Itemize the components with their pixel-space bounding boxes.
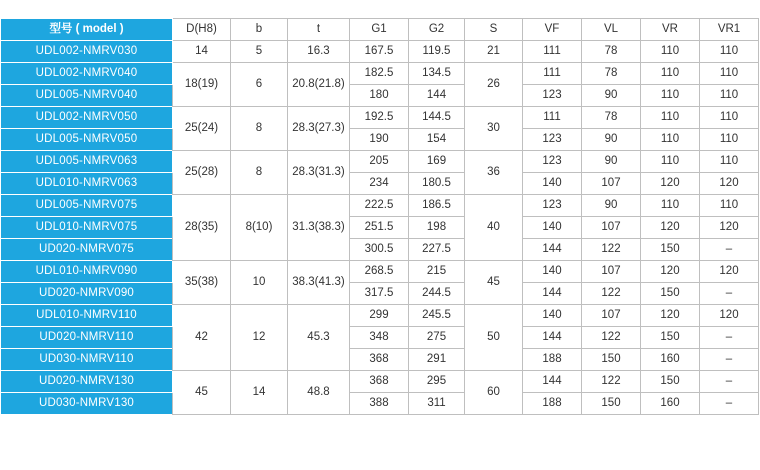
vr1-cell: 110: [700, 195, 759, 217]
vr1-cell: 110: [700, 151, 759, 173]
vr-cell: 110: [641, 85, 700, 107]
s-cell: 36: [465, 151, 523, 195]
table-row: [1, 195, 759, 217]
spec-table-body: [1, 41, 759, 415]
b-cell: 5: [231, 41, 288, 63]
g1-cell: 192.5: [350, 107, 409, 129]
model-cell: UD020-NMRV130: [1, 371, 173, 393]
model-cell: UD030-NMRV110: [1, 349, 173, 371]
header-g1: G1: [350, 19, 409, 41]
model-cell: UDL010-NMRV075: [1, 217, 173, 239]
vf-cell: 123: [523, 85, 582, 107]
model-cell: UDL002-NMRV040: [1, 63, 173, 85]
vr1-cell: 110: [700, 85, 759, 107]
g1-cell: 368: [350, 349, 409, 371]
d-cell: 28(35): [173, 195, 231, 261]
b-cell: 8: [231, 151, 288, 195]
model-cell: UDL005-NMRV063: [1, 151, 173, 173]
vf-cell: 144: [523, 283, 582, 305]
g2-cell: 295: [409, 371, 465, 393]
g1-cell: 368: [350, 371, 409, 393]
vf-cell: 188: [523, 349, 582, 371]
vl-cell: 90: [582, 85, 641, 107]
vl-cell: 78: [582, 63, 641, 85]
d-cell: 42: [173, 305, 231, 371]
vr-cell: 110: [641, 41, 700, 63]
header-d: D(H8): [173, 19, 231, 41]
g2-cell: 291: [409, 349, 465, 371]
vf-cell: 123: [523, 151, 582, 173]
vr1-cell: 110: [700, 129, 759, 151]
vr1-cell: –: [700, 393, 759, 415]
t-cell: 48.8: [288, 371, 350, 415]
model-cell: UDL005-NMRV050: [1, 129, 173, 151]
s-cell: 40: [465, 195, 523, 261]
g2-cell: 227.5: [409, 239, 465, 261]
g2-cell: 144: [409, 85, 465, 107]
table-row: [1, 393, 759, 415]
t-cell: 20.8(21.8): [288, 63, 350, 107]
t-cell: 38.3(41.3): [288, 261, 350, 305]
vl-cell: 150: [582, 349, 641, 371]
table-row: [1, 63, 759, 85]
b-cell: 14: [231, 371, 288, 415]
vf-cell: 140: [523, 173, 582, 195]
vf-cell: 123: [523, 195, 582, 217]
g1-cell: 180: [350, 85, 409, 107]
g2-cell: 311: [409, 393, 465, 415]
vf-cell: 140: [523, 261, 582, 283]
b-cell: 8: [231, 107, 288, 151]
table-row: [1, 107, 759, 129]
header-vr1: VR1: [700, 19, 759, 41]
g1-cell: 234: [350, 173, 409, 195]
g2-cell: 275: [409, 327, 465, 349]
vr1-cell: 120: [700, 261, 759, 283]
vf-cell: 111: [523, 63, 582, 85]
vl-cell: 78: [582, 41, 641, 63]
t-cell: 16.3: [288, 41, 350, 63]
vf-cell: 111: [523, 107, 582, 129]
table-row: [1, 349, 759, 371]
vl-cell: 90: [582, 195, 641, 217]
header-vr: VR: [641, 19, 700, 41]
table-row: [1, 239, 759, 261]
vf-cell: 111: [523, 41, 582, 63]
header-b: b: [231, 19, 288, 41]
g2-cell: 134.5: [409, 63, 465, 85]
vl-cell: 122: [582, 327, 641, 349]
vr1-cell: –: [700, 349, 759, 371]
header-s: S: [465, 19, 523, 41]
header-model: 型号 ( model ): [1, 19, 173, 41]
vf-cell: 144: [523, 327, 582, 349]
model-cell: UDL010-NMRV110: [1, 305, 173, 327]
vl-cell: 122: [582, 283, 641, 305]
model-cell: UD020-NMRV110: [1, 327, 173, 349]
vr-cell: 150: [641, 327, 700, 349]
vl-cell: 90: [582, 151, 641, 173]
g2-cell: 215: [409, 261, 465, 283]
table-row: [1, 327, 759, 349]
header-vf: VF: [523, 19, 582, 41]
g1-cell: 317.5: [350, 283, 409, 305]
vr-cell: 110: [641, 151, 700, 173]
vf-cell: 144: [523, 239, 582, 261]
vl-cell: 107: [582, 217, 641, 239]
vr1-cell: 120: [700, 217, 759, 239]
model-cell: UD020-NMRV075: [1, 239, 173, 261]
s-cell: 45: [465, 261, 523, 305]
model-cell: UDL010-NMRV063: [1, 173, 173, 195]
t-cell: 31.3(38.3): [288, 195, 350, 261]
vr1-cell: 110: [700, 63, 759, 85]
g2-cell: 198: [409, 217, 465, 239]
t-cell: 45.3: [288, 305, 350, 371]
g2-cell: 245.5: [409, 305, 465, 327]
vr1-cell: –: [700, 283, 759, 305]
vf-cell: 140: [523, 217, 582, 239]
g1-cell: 222.5: [350, 195, 409, 217]
vr-cell: 120: [641, 173, 700, 195]
header-g2: G2: [409, 19, 465, 41]
table-row: [1, 85, 759, 107]
g1-cell: 300.5: [350, 239, 409, 261]
vr-cell: 110: [641, 63, 700, 85]
s-cell: 50: [465, 305, 523, 371]
d-cell: 18(19): [173, 63, 231, 107]
vr-cell: 150: [641, 239, 700, 261]
header-row: [1, 19, 759, 41]
vr-cell: 160: [641, 349, 700, 371]
b-cell: 12: [231, 305, 288, 371]
g1-cell: 388: [350, 393, 409, 415]
g1-cell: 348: [350, 327, 409, 349]
vr-cell: 110: [641, 129, 700, 151]
table-row: [1, 283, 759, 305]
s-cell: 21: [465, 41, 523, 63]
table-row: [1, 151, 759, 173]
header-t: t: [288, 19, 350, 41]
g2-cell: 119.5: [409, 41, 465, 63]
g2-cell: 186.5: [409, 195, 465, 217]
b-cell: 6: [231, 63, 288, 107]
g2-cell: 154: [409, 129, 465, 151]
model-cell: UDL005-NMRV040: [1, 85, 173, 107]
table-row: [1, 371, 759, 393]
table-row: [1, 217, 759, 239]
vr1-cell: –: [700, 327, 759, 349]
b-cell: 8(10): [231, 195, 288, 261]
vf-cell: 123: [523, 129, 582, 151]
model-cell: UDL002-NMRV050: [1, 107, 173, 129]
g1-cell: 182.5: [350, 63, 409, 85]
g1-cell: 251.5: [350, 217, 409, 239]
model-cell: UD030-NMRV130: [1, 393, 173, 415]
vl-cell: 122: [582, 371, 641, 393]
g1-cell: 205: [350, 151, 409, 173]
vl-cell: 122: [582, 239, 641, 261]
b-cell: 10: [231, 261, 288, 305]
d-cell: 25(28): [173, 151, 231, 195]
d-cell: 14: [173, 41, 231, 63]
d-cell: 45: [173, 371, 231, 415]
vr1-cell: 120: [700, 305, 759, 327]
s-cell: 60: [465, 371, 523, 415]
t-cell: 28.3(31.3): [288, 151, 350, 195]
vf-cell: 188: [523, 393, 582, 415]
header-vl: VL: [582, 19, 641, 41]
vf-cell: 140: [523, 305, 582, 327]
table-row: [1, 173, 759, 195]
vr1-cell: 110: [700, 107, 759, 129]
s-cell: 30: [465, 107, 523, 151]
vr1-cell: –: [700, 239, 759, 261]
vr-cell: 160: [641, 393, 700, 415]
vr1-cell: 120: [700, 173, 759, 195]
spec-table: [0, 18, 759, 415]
vl-cell: 150: [582, 393, 641, 415]
vr-cell: 120: [641, 305, 700, 327]
vl-cell: 107: [582, 261, 641, 283]
table-row: [1, 261, 759, 283]
t-cell: 28.3(27.3): [288, 107, 350, 151]
vr-cell: 150: [641, 283, 700, 305]
model-cell: UDL010-NMRV090: [1, 261, 173, 283]
g2-cell: 169: [409, 151, 465, 173]
table-row: [1, 129, 759, 151]
g1-cell: 268.5: [350, 261, 409, 283]
model-cell: UDL002-NMRV030: [1, 41, 173, 63]
g2-cell: 244.5: [409, 283, 465, 305]
g2-cell: 180.5: [409, 173, 465, 195]
d-cell: 35(38): [173, 261, 231, 305]
vl-cell: 90: [582, 129, 641, 151]
g2-cell: 144.5: [409, 107, 465, 129]
g1-cell: 167.5: [350, 41, 409, 63]
vl-cell: 107: [582, 305, 641, 327]
model-cell: UD020-NMRV090: [1, 283, 173, 305]
g1-cell: 299: [350, 305, 409, 327]
vf-cell: 144: [523, 371, 582, 393]
vr1-cell: 110: [700, 41, 759, 63]
vl-cell: 78: [582, 107, 641, 129]
vr-cell: 120: [641, 261, 700, 283]
model-cell: UDL005-NMRV075: [1, 195, 173, 217]
vr-cell: 120: [641, 217, 700, 239]
vr-cell: 150: [641, 371, 700, 393]
table-row: [1, 305, 759, 327]
s-cell: 26: [465, 63, 523, 107]
vr1-cell: –: [700, 371, 759, 393]
d-cell: 25(24): [173, 107, 231, 151]
vl-cell: 107: [582, 173, 641, 195]
vr-cell: 110: [641, 195, 700, 217]
g1-cell: 190: [350, 129, 409, 151]
table-row: [1, 41, 759, 63]
vr-cell: 110: [641, 107, 700, 129]
